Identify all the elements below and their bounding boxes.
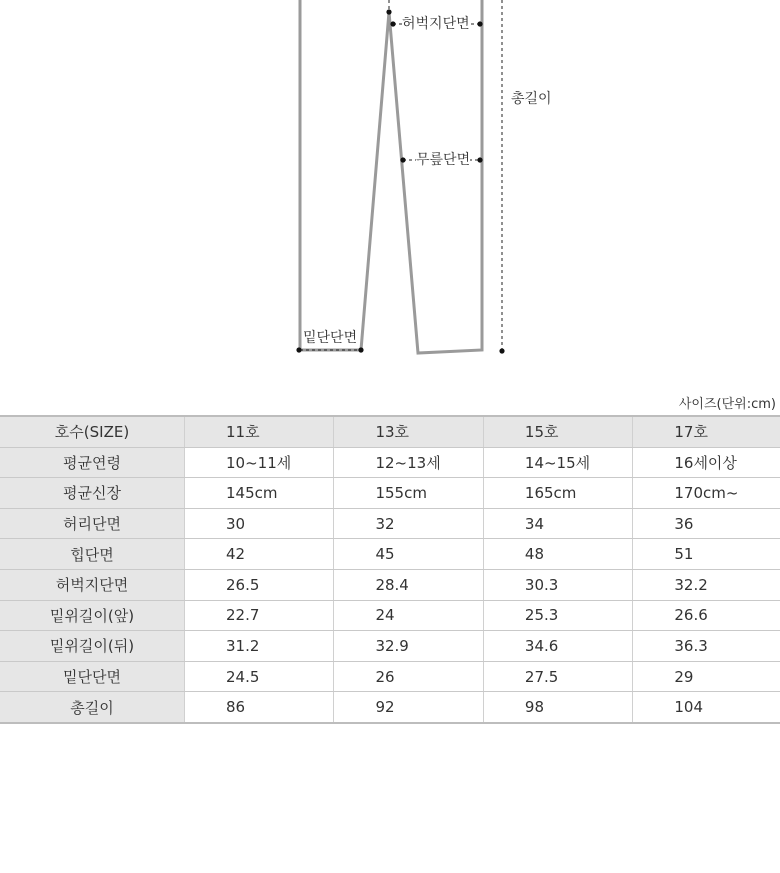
thigh-left-dot (390, 21, 395, 26)
table-cell: 155cm (334, 478, 483, 509)
total-length-label: 총길이 (511, 91, 552, 107)
table-cell: 30.3 (483, 569, 632, 600)
table-cell: 86 (185, 692, 334, 723)
row-label: 밑위길이(앞) (0, 600, 185, 631)
table-cell: 27.5 (483, 661, 632, 692)
table-cell: 22.7 (185, 600, 334, 631)
table-header-cell: 11호 (185, 416, 334, 447)
knee-label: 무릎단면 (416, 152, 471, 168)
pants-outline (0, 0, 780, 380)
row-label: 힙단면 (0, 539, 185, 570)
table-cell: 32.9 (334, 631, 483, 662)
table-cell: 14~15세 (483, 447, 632, 478)
table-cell: 145cm (185, 478, 334, 509)
row-label: 총길이 (0, 692, 185, 723)
table-row (0, 508, 780, 539)
size-table (0, 415, 780, 724)
hem-left-dot (296, 347, 301, 352)
table-row (0, 661, 780, 692)
table-header-cell: 15호 (483, 416, 632, 447)
table-header-cell: 호수(SIZE) (0, 416, 185, 447)
knee-left-dot (400, 157, 405, 162)
table-cell: 32 (334, 508, 483, 539)
table-cell: 30 (185, 508, 334, 539)
row-label: 허리단면 (0, 508, 185, 539)
table-cell: 26.6 (633, 600, 780, 631)
table-cell: 10~11세 (185, 447, 334, 478)
table-row (0, 569, 780, 600)
thigh-right-dot (477, 21, 482, 26)
table-cell: 26 (334, 661, 483, 692)
table-cell: 98 (483, 692, 632, 723)
row-label: 밑단단면 (0, 661, 185, 692)
table-cell: 165cm (483, 478, 632, 509)
table-cell: 12~13세 (334, 447, 483, 478)
table-row (0, 539, 780, 570)
pants-measurement-diagram (0, 0, 780, 380)
table-cell: 104 (633, 692, 780, 723)
table-cell: 45 (334, 539, 483, 570)
table-cell: 28.4 (334, 569, 483, 600)
table-cell: 26.5 (185, 569, 334, 600)
thigh-label: 허벅지단면 (402, 16, 470, 32)
table-header-cell: 13호 (334, 416, 483, 447)
table-cell: 34.6 (483, 631, 632, 662)
hem-right-dot (358, 347, 363, 352)
thigh-top-dot (386, 9, 391, 14)
table-cell: 92 (334, 692, 483, 723)
knee-right-dot (477, 157, 482, 162)
table-cell: 24 (334, 600, 483, 631)
table-cell: 36.3 (633, 631, 780, 662)
hem-label: 밑단단면 (303, 330, 358, 346)
table-row (0, 447, 780, 478)
table-row (0, 600, 780, 631)
table-header-row (0, 416, 780, 447)
table-cell: 16세이상 (633, 447, 780, 478)
table-header-cell: 17호 (633, 416, 780, 447)
unit-note: 사이즈(단위:cm) (678, 397, 776, 412)
table-cell: 170cm~ (633, 478, 780, 509)
length-bottom-dot (499, 348, 504, 353)
pants-leg-outline (300, 0, 482, 353)
table-cell: 48 (483, 539, 632, 570)
table-row (0, 478, 780, 509)
table-cell: 51 (633, 539, 780, 570)
table-cell: 32.2 (633, 569, 780, 600)
table-cell: 25.3 (483, 600, 632, 631)
table-cell: 36 (633, 508, 780, 539)
table-cell: 34 (483, 508, 632, 539)
row-label: 허벅지단면 (0, 569, 185, 600)
table-cell: 29 (633, 661, 780, 692)
row-label: 평균연령 (0, 447, 185, 478)
table-row (0, 631, 780, 662)
table-row (0, 692, 780, 723)
row-label: 밑위길이(뒤) (0, 631, 185, 662)
table-cell: 31.2 (185, 631, 334, 662)
row-label: 평균신장 (0, 478, 185, 509)
table-cell: 24.5 (185, 661, 334, 692)
table-cell: 42 (185, 539, 334, 570)
